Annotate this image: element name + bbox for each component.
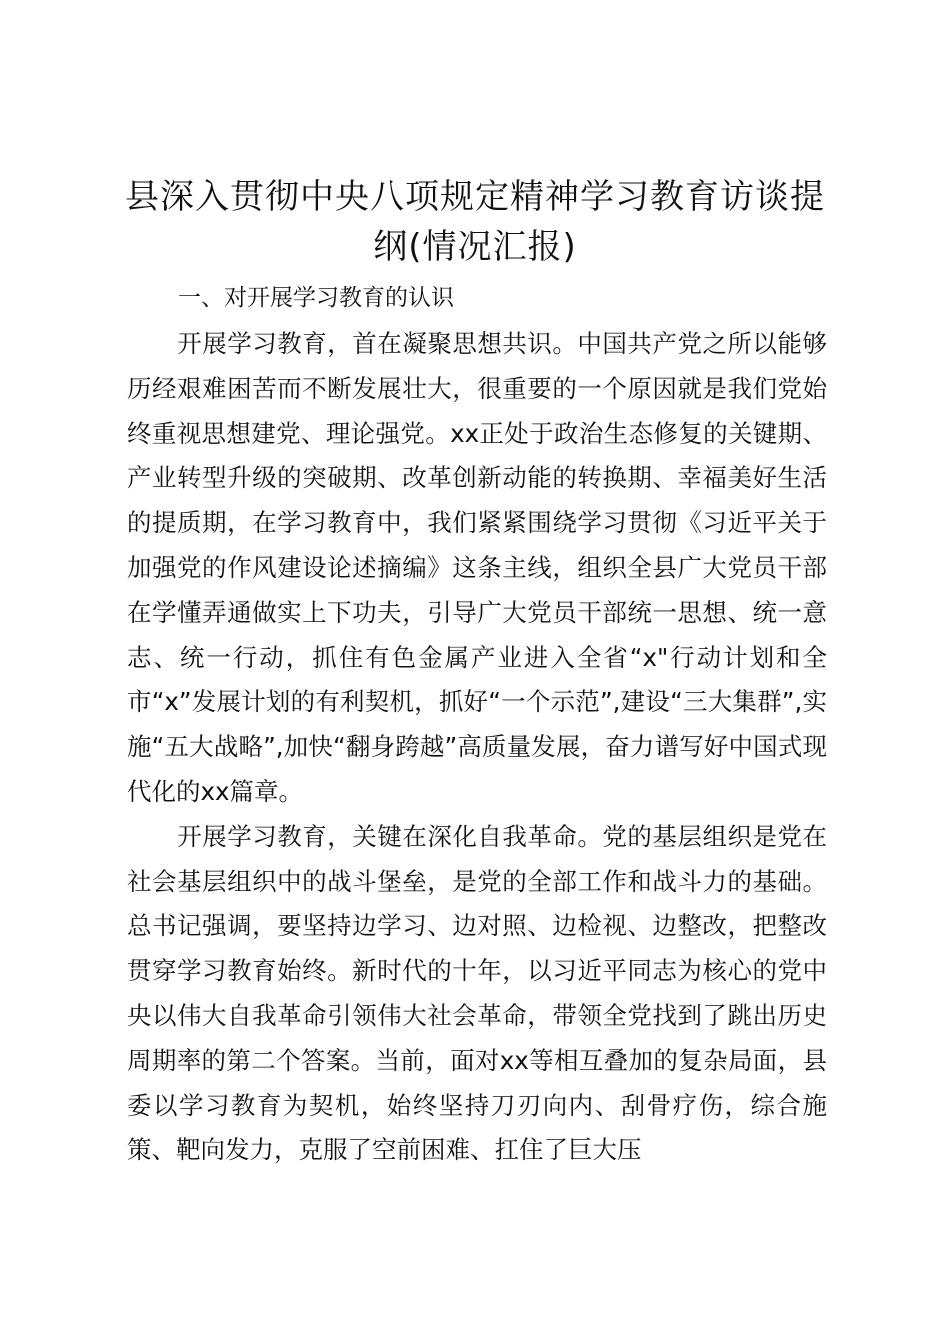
document-title: 县深入贯彻中央八项规定精神学习教育访谈提纲(情况汇报) (125, 177, 825, 267)
section-heading: 一、对开展学习教育的认识 (178, 285, 454, 311)
document-body (127, 322, 827, 1173)
paragraph: 开展学习教育，首在凝聚思想共识。中国共产党之所以能够历经艰难困苦而不断发展壮大，很重要的一个原因就是我们党始终重视思想建党、理论强党。xx正处于政治生态修复的关键期、产业转型升级的突破期、改革创新动能的转换期、幸福美好生活的提质期，在学习教育中，我们紧紧围绕学习贯彻《习近平关于加强党的作风建设论述摘编》这条主线，组织全县广大党员干部在学懂弄通做实上下功夫，引导广大党员干部统一思想、统一意志、统一行动，抓住有色金属产业进入全省“x"行动计划和全市“x”发展计划的有利契机，抓好“一个示范”,建设“三大集群”,实施“五大战略”,加快“翻身跨越”高质量发展，奋力谱写好中国式现代化的xx篇章。 (127, 329, 827, 806)
paragraph: 开展学习教育，关键在深化自我革命。党的基层组织是党在社会基层组织中的战斗堡垒，是党的全部工作和战斗力的基础。总书记强调，要坚持边学习、边对照、边检视、边整改，把整改贯穿学习教育始终。新时代的十年，以习近平同志为核心的党中央以伟大自我革命引领伟大社会革命，带领全党找到了跳出历史周期率的第二个答案。当前，面对xx等相互叠加的复杂局面，县委以学习教育为契机，始终坚持刀刃向内、刮骨疗伤，综合施策、靶向发力，克服了空前困难、扛住了巨大压 (127, 821, 827, 1165)
